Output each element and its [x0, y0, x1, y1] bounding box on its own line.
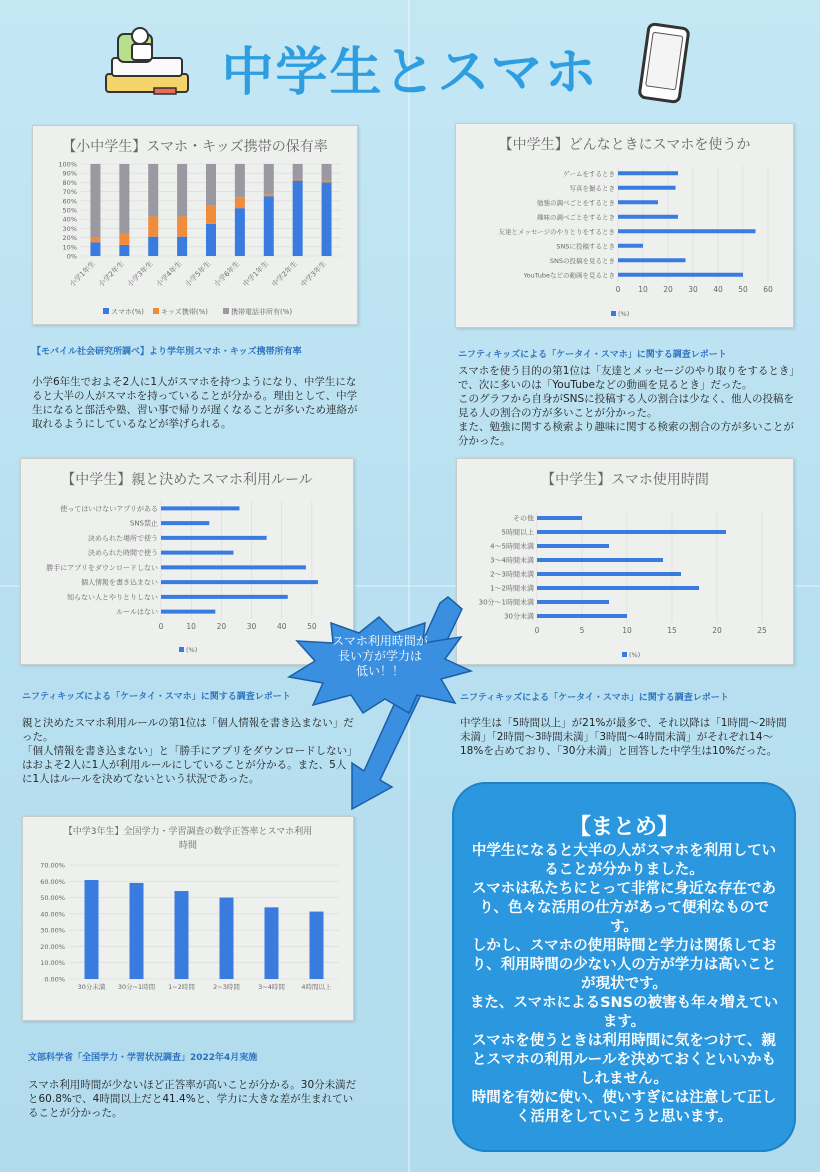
y-tick-label: 70.00%: [40, 861, 65, 870]
student-reading-icon: [102, 22, 198, 102]
y-tick-label: 50%: [62, 206, 77, 215]
bar: [175, 891, 189, 979]
bar-segment: [235, 197, 245, 208]
chart-usage-time: [457, 459, 793, 664]
bar: [161, 565, 306, 569]
bar-segment: [148, 164, 158, 216]
bar: [85, 880, 99, 979]
legend-swatch: [611, 311, 616, 316]
y-tick-label: 2～3時間未満: [490, 570, 534, 579]
y-tick-label: 決められた時間で使う: [88, 549, 158, 558]
y-tick-label: 10.00%: [40, 959, 65, 968]
bar: [618, 186, 676, 190]
source-label: 文部科学省「全国学力・学習状況調査」2022年4月実施: [28, 1053, 258, 1063]
y-tick-label: SNSに投稿するとき: [556, 242, 615, 251]
bar-segment: [206, 205, 216, 223]
y-tick-label: その他: [513, 514, 534, 523]
x-tick-label: 50: [738, 285, 748, 294]
x-tick-label: 小学4年生: [154, 259, 184, 289]
bar-segment: [177, 216, 187, 236]
bar-segment: [206, 224, 216, 256]
x-tick-label: 60: [763, 285, 773, 294]
y-tick-label: 1～2時間未満: [490, 584, 534, 593]
bar-segment: [264, 196, 274, 256]
y-tick-label: YouTubeなどの動画を見るとき: [523, 271, 615, 280]
y-tick-label: 使ってはいけないアプリがある: [60, 504, 158, 513]
y-tick-label: 0.00%: [44, 975, 65, 984]
x-tick-label: 30: [688, 285, 698, 294]
legend-label: 携帯電話非所有(%): [231, 308, 293, 316]
x-tick-label: 10: [622, 626, 632, 635]
bar-segment: [177, 237, 187, 256]
x-tick-label: 40: [713, 285, 723, 294]
x-tick-label: 1~2時間: [168, 983, 195, 991]
y-tick-label: ルールはない: [116, 608, 158, 617]
bar: [161, 595, 288, 599]
chart-card: [32, 125, 358, 325]
bar-segment: [322, 181, 332, 183]
description-text: 親と決めたスマホ利用ルールの第1位は「個人情報を書き込まない」だった。 「個人情報を書き込まない」と「勝手にアプリをダウンロードしない」はおよそ2人に1人が利用ルールにしていることが分かる。また、5人に1人はルールを決めてないという状況であった。: [22, 717, 354, 785]
page-title: 中学生とスマホ: [221, 43, 599, 103]
y-tick-label: 100%: [58, 160, 77, 169]
x-tick-label: 4時間以上: [301, 983, 332, 991]
x-tick-label: 30: [246, 622, 257, 631]
bar: [161, 580, 318, 584]
source-label: 【モバイル社会研究所調べ】より学年別スマホ・キッズ携帯所有率: [32, 347, 302, 357]
x-tick-label: 中学1年生: [241, 259, 271, 289]
y-tick-label: 50.00%: [40, 894, 65, 903]
y-tick-label: 写真を撮るとき: [569, 184, 615, 193]
bar-segment: [90, 238, 100, 243]
x-tick-label: 25: [757, 626, 767, 635]
bar: [161, 536, 267, 540]
x-tick-label: 0: [534, 626, 540, 635]
legend-label: (%): [618, 310, 630, 318]
bar-segment: [322, 164, 332, 181]
y-tick-label: 30%: [62, 224, 77, 233]
y-tick-label: ゲームをするとき: [563, 169, 615, 178]
callout-text: スマホ利用時間が 長い方が学力は 低い！！: [332, 634, 428, 678]
summary-text: 中学生になると大半の人がスマホを利用していることが分かりました。 スマホは私たちにとって非常に身近な存在であり、色々な活用の仕方があって便利なものです。 しかし、スマホの使用時間と学力は関係しており、利用時間の少ない人の方が学力は高いことが現状です。 また、スマホによるSNSの被害も年々増えています。 スマホを使うときは利用時間に気をつけて、親とスマホの利用ルールを決めておくといいかもしれません。 時間を有効に使い、使いすぎには注意して正しく活用をしていこうと思います。: [469, 843, 779, 1125]
x-tick-label: 小学6年生: [212, 259, 242, 289]
bar-segment: [90, 164, 100, 238]
y-tick-label: 勝手にアプリをダウンロードしない: [46, 563, 158, 572]
y-tick-label: 30分～1時間未満: [478, 598, 534, 607]
legend-label: (%): [186, 646, 198, 654]
x-tick-label: 40: [276, 622, 287, 631]
chart-card: [22, 816, 354, 1021]
bar-segment: [264, 164, 274, 194]
y-tick-label: 10%: [62, 243, 77, 252]
y-tick-label: 個人情報を書き込まない: [81, 578, 158, 587]
y-tick-label: 5時間以上: [501, 528, 534, 537]
summary-box: [452, 782, 796, 1152]
smartphone-icon: [636, 22, 694, 106]
y-tick-label: 60%: [62, 197, 77, 206]
chart-card: [456, 458, 794, 665]
chart-title: 【小中学生】スマホ・キッズ携帯の保有率: [62, 139, 328, 155]
bar-segment: [322, 182, 332, 256]
chart-title: 【中学生】親と決めたスマホ利用ルール: [61, 472, 313, 488]
bar: [537, 614, 627, 618]
description-text: 小学6年生でおよそ2人に1人がスマホを持つようになり、中学生になると大半の人がスマホを持っていることが分かる。理由として、中学生になると部活や塾、習い事で帰りが遅くなることが多いため連絡が取れるようにしているなどが挙げられる。: [32, 376, 358, 430]
x-tick-label: 小学3年生: [126, 259, 155, 289]
y-tick-label: 30.00%: [40, 926, 65, 935]
bar: [161, 610, 215, 614]
y-tick-label: 90%: [62, 169, 77, 178]
bar-segment: [119, 245, 129, 256]
y-tick-label: 決められた場所で使う: [88, 534, 158, 543]
bar-segment: [148, 237, 158, 256]
chart-title: 【中学生】どんなときにスマホを使うか: [498, 137, 751, 153]
y-tick-label: 0%: [66, 252, 77, 261]
legend-swatch: [223, 308, 229, 314]
bar: [220, 898, 234, 979]
chart-title-text: 【中学3年生】全国学力・学習調査の数学正答率とスマホ利用時間: [63, 827, 313, 851]
y-tick-label: 20%: [62, 234, 77, 243]
legend-swatch: [179, 647, 184, 652]
y-tick-label: 60.00%: [40, 877, 65, 886]
bar: [618, 229, 756, 233]
bar: [130, 883, 144, 979]
x-tick-label: 中学2年生: [270, 259, 300, 289]
bar: [537, 558, 663, 562]
y-tick-label: SNS禁止: [129, 519, 158, 528]
x-tick-label: 中学3年生: [299, 259, 328, 289]
description-text: 中学生は「5時間以上」が21%が最多で、それ以降は「1時間～2時間未満」「2時間～3時間未満」「3時間～4時間未満」がそれぞれ14～18%を占めており、「30分未満」と回答した中学生は10%だった。: [460, 717, 787, 757]
y-tick-label: 3～4時間未満: [490, 556, 534, 565]
chart-usage-purpose: [456, 124, 793, 327]
bar: [618, 171, 678, 175]
y-tick-label: 勉強の調べごとをするとき: [537, 198, 615, 207]
legend-swatch: [103, 308, 109, 314]
bar-segment: [119, 234, 129, 245]
y-tick-label: 4～5時間未満: [490, 542, 534, 551]
y-tick-label: 40%: [62, 215, 77, 224]
x-tick-label: 20: [663, 285, 673, 294]
bar-segment: [206, 164, 216, 205]
bar: [618, 258, 686, 262]
bar-segment: [177, 164, 187, 216]
x-tick-label: 小学1年生: [68, 259, 97, 289]
chart-title: 【中学生】スマホ使用時間: [541, 472, 709, 488]
bar: [537, 544, 609, 548]
bar: [618, 200, 658, 204]
y-tick-label: 70%: [62, 188, 77, 197]
bar: [265, 907, 279, 979]
y-tick-label: 80%: [62, 178, 77, 187]
x-tick-label: 50: [307, 622, 317, 631]
x-tick-label: 0: [158, 622, 164, 631]
legend-swatch: [153, 308, 159, 314]
legend-swatch: [622, 652, 627, 657]
bar: [310, 912, 324, 979]
x-tick-label: 小学5年生: [183, 259, 213, 289]
bar: [161, 506, 239, 510]
description-text: スマホ利用時間が少ないほど正答率が高いことが分かる。30分未満だと60.8%で、4時間以上だと41.4%と、学力に大きな差が生まれていることが分かった。: [28, 1079, 357, 1119]
bar-segment: [264, 194, 274, 196]
x-tick-label: 10: [638, 285, 648, 294]
y-tick-label: 30分未満: [504, 612, 534, 621]
bar: [161, 521, 209, 525]
bar: [537, 530, 726, 534]
bar: [618, 273, 743, 277]
chart-ownership: [33, 126, 357, 324]
legend-label: (%): [629, 651, 641, 659]
bar: [537, 516, 582, 520]
bar: [537, 572, 681, 576]
summary-heading: 【まとめ】: [568, 815, 679, 840]
x-tick-label: 小学2年生: [97, 259, 126, 289]
bar: [618, 215, 678, 219]
source-label: ニフティキッズによる「ケータイ・スマホ」に関する調査レポート: [460, 693, 729, 703]
chart-card: [455, 123, 794, 328]
bar: [537, 586, 699, 590]
bar-segment: [235, 164, 245, 197]
source-label: ニフティキッズによる「ケータイ・スマホ」に関する調査レポート: [458, 350, 727, 360]
x-tick-label: 30分~1時間: [117, 983, 156, 991]
bar-segment: [119, 164, 129, 234]
bar-segment: [293, 164, 303, 180]
bar: [618, 244, 643, 248]
bar-segment: [293, 181, 303, 256]
bar-segment: [293, 180, 303, 181]
source-label: ニフティキッズによる「ケータイ・スマホ」に関する調査レポート: [22, 692, 291, 702]
y-tick-label: 趣味の調べごとをするとき: [537, 213, 615, 222]
bar: [537, 600, 609, 604]
bar: [161, 551, 233, 555]
chart-math-score: [23, 817, 353, 1020]
y-tick-label: 知らない人とやりとりしない: [67, 593, 158, 602]
x-tick-label: 30分未満: [77, 983, 106, 991]
bar-segment: [148, 216, 158, 236]
x-tick-label: 2~3時間: [213, 983, 240, 991]
x-tick-label: 3~4時間: [258, 983, 285, 991]
x-tick-label: 10: [186, 622, 196, 631]
bar-segment: [90, 242, 100, 256]
x-tick-label: 5: [579, 626, 585, 635]
legend-label: キッズ携帯(%): [161, 308, 208, 316]
description-text: スマホを使う目的の第1位は「友達とメッセージのやり取りをするとき」で、次に多いのは「YouTubeなどの動画を見るとき」だった。 このグラフから自身がSNSに投稿する人の割合は少なく、他人の投稿を見る人の割合の方が多いことが分かった。 また、勉強に関する検索より趣味に関する検索の割合の方が多いことが分かった。: [458, 365, 795, 447]
x-tick-label: 20: [216, 622, 227, 631]
bar-segment: [235, 208, 245, 256]
x-tick-label: 15: [667, 626, 677, 635]
y-tick-label: 友達とメッセージのやりとりをするとき: [498, 227, 615, 236]
y-tick-label: SNSの投稿を見るとき: [549, 256, 615, 265]
y-tick-label: 40.00%: [40, 910, 65, 919]
x-tick-label: 20: [712, 626, 722, 635]
legend-label: スマホ(%): [111, 308, 144, 316]
x-tick-label: 0: [615, 285, 621, 294]
y-tick-label: 20.00%: [40, 942, 65, 951]
